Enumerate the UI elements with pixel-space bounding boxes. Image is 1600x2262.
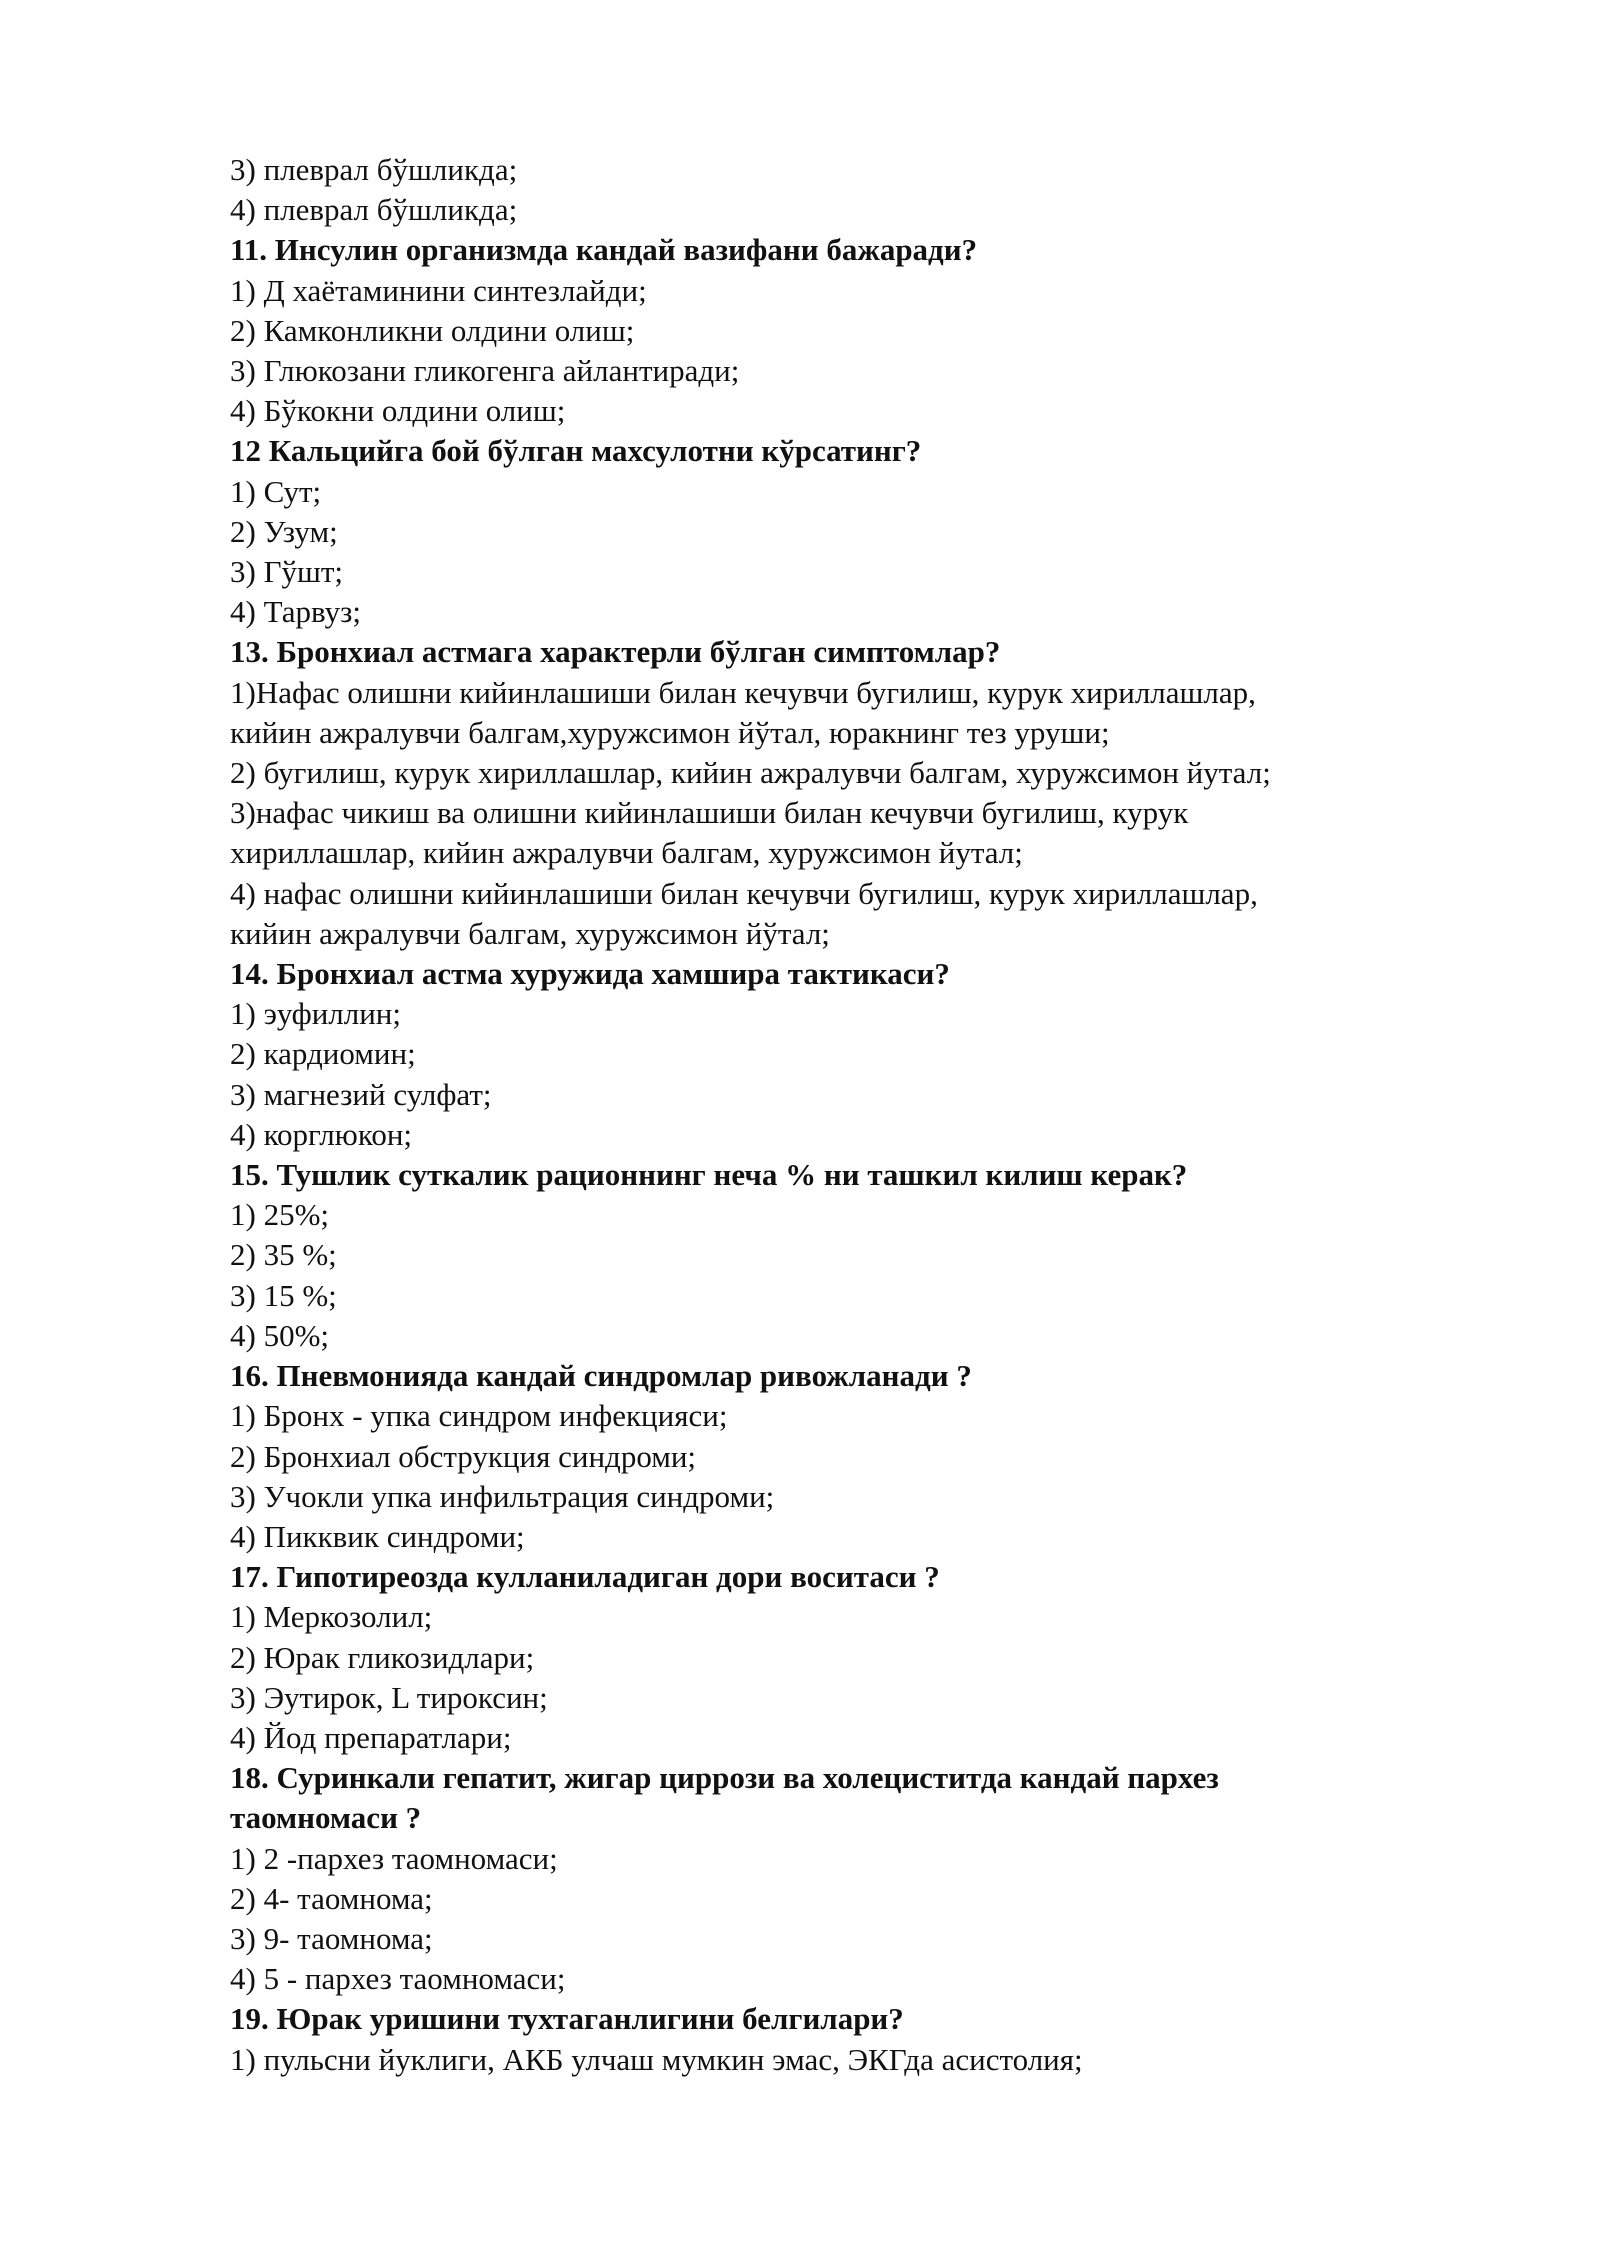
answer-option: 3)нафас чикиш ва олишни кийинлашиши билан кечувчи бугилиш, курук xyxy=(230,795,1189,831)
answer-option: 3) Эутирок, L тироксин; xyxy=(230,1679,548,1715)
answer-option: 2) 35 %; xyxy=(230,1237,337,1273)
answer-option: 3) Глюкозани гликогенга айлантиради; xyxy=(230,353,740,389)
answer-option: кийин ажралувчи балгам,хуружсимон йўтал, юракнинг тез уруши; xyxy=(230,714,1110,750)
answer-option: 1) Бронх - упка синдром инфекцияси; xyxy=(230,1398,728,1434)
answer-option: 1) пульсни йуклиги, АКБ улчаш мумкин эмас, ЭКГда асистолия; xyxy=(230,2041,1083,2077)
answer-option: 1)Нафас олишни кийинлашиши билан кечувчи бугилиш, курук хириллашлар, xyxy=(230,674,1256,710)
answer-option: 4) корглюкон; xyxy=(230,1116,413,1152)
question-text: 19. Юрак уришини тухтаганлигини белгилари? xyxy=(230,2001,904,2037)
answer-option: 4) Пикквик синдроми; xyxy=(230,1518,525,1554)
document-page xyxy=(230,150,1480,2080)
question-text: 18. Суринкали гепатит, жигар циррози ва холециститда кандай пархез xyxy=(230,1760,1219,1796)
question-text: 16. Пневмонияда кандай синдромлар ривожланади ? xyxy=(230,1358,972,1394)
answer-option: 1) эуфиллин; xyxy=(230,996,402,1032)
question-text: 12 Кальцийга бой бўлган махсулотни кўрсатинг? xyxy=(230,433,922,469)
answer-option: 3) магнезий сулфат; xyxy=(230,1076,492,1112)
answer-option: 2) Камконликни олдини олиш; xyxy=(230,312,635,348)
answer-option: 2) Бронхиал обструкция синдроми; xyxy=(230,1438,697,1474)
answer-option: 1) 25%; xyxy=(230,1197,330,1233)
question-text: 13. Бронхиал астмага характерли бўлган симптомлар? xyxy=(230,634,1001,670)
answer-option: 3) 15 %; xyxy=(230,1277,337,1313)
answer-option: 2) Узум; xyxy=(230,513,338,549)
question-text: 14. Бронхиал астма хуружида хамшира тактикаси? xyxy=(230,956,950,992)
answer-option: 4) Йод препаратлари; xyxy=(230,1719,512,1755)
answer-option: 4) Тарвуз; xyxy=(230,594,361,630)
question-text: 15. Тушлик суткалик рационнинг неча % ни ташкил килиш керак? xyxy=(230,1157,1188,1193)
question-text: таомномаси ? xyxy=(230,1800,422,1836)
answer-option: 4) плеврал бўшликда; xyxy=(230,192,518,228)
answer-option: 2) 4- таомнома; xyxy=(230,1880,433,1916)
answer-option: 4) Бўкокни олдини олиш; xyxy=(230,393,566,429)
answer-option: 3) плеврал бўшликда; xyxy=(230,152,518,187)
answer-option: 3) 9- таомнома; xyxy=(230,1920,433,1956)
answer-option: 1) Меркозолил; xyxy=(230,1599,433,1635)
answer-option: хириллашлар, кийин ажралувчи балгам, хуружсимон йутал; xyxy=(230,835,1023,871)
answer-option: кийин ажралувчи балгам, хуружсимон йўтал; xyxy=(230,915,830,951)
answer-option: 4) 50%; xyxy=(230,1317,330,1353)
question-text: 11. Инсулин организмда кандай вазифани бажаради? xyxy=(230,232,978,268)
answer-option: 1) Сут; xyxy=(230,473,322,509)
answer-option: 3) Учокли упка инфильтрация синдроми; xyxy=(230,1478,775,1514)
answer-option: 2) Юрак гликозидлари; xyxy=(230,1639,535,1675)
answer-option: 1) 2 -пархез таомномаси; xyxy=(230,1840,558,1876)
question-text: 17. Гипотиреозда кулланиладиган дори воситаси ? xyxy=(230,1559,940,1595)
answer-option: 4) нафас олишни кийинлашиши билан кечувчи бугилиш, курук хириллашлар, xyxy=(230,875,1258,911)
answer-option: 2) бугилиш, курук хириллашлар, кийин ажралувчи балгам, хуружсимон йутал; xyxy=(230,755,1271,791)
answer-option: 4) 5 - пархез таомномаси; xyxy=(230,1961,566,1997)
answer-option: 2) кардиомин; xyxy=(230,1036,416,1072)
answer-option: 3) Гўшт; xyxy=(230,554,344,590)
answer-option: 1) Д хаётаминини синтезлайди; xyxy=(230,272,647,308)
